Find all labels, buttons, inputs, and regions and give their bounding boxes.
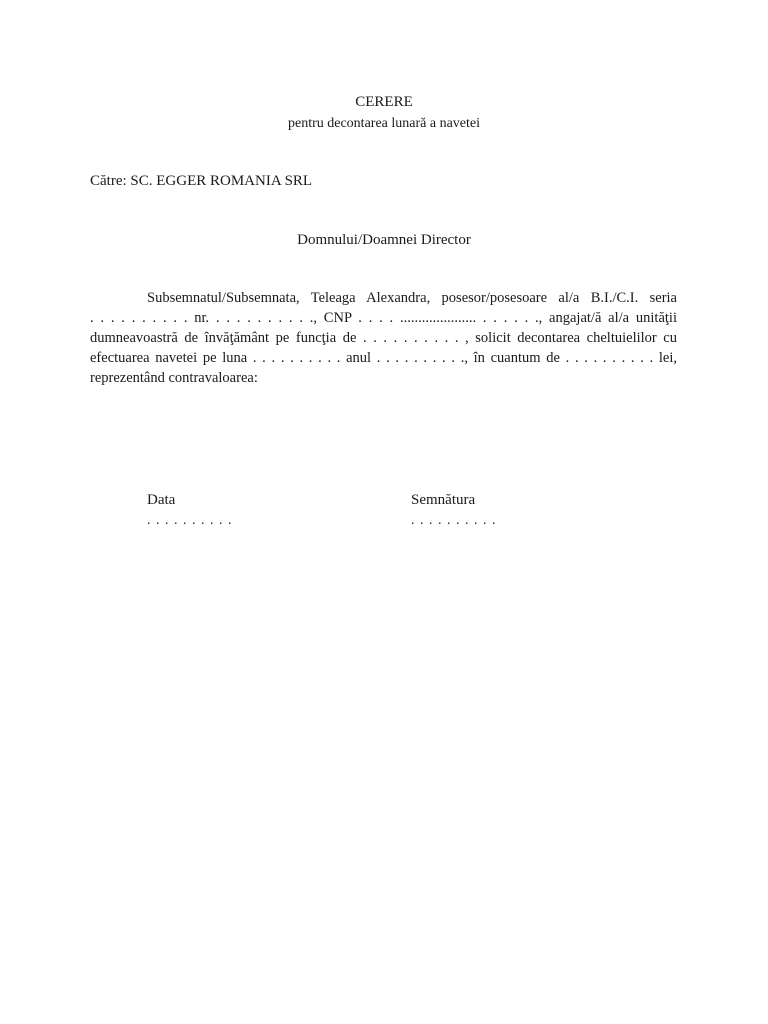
body-line: Subsemnatul/Subsemnata, Teleaga Alexandra, posesor/posesoare al/a B.I./C.I. seria — [147, 290, 677, 306]
signature-field: . . . . . . . . . . — [411, 513, 497, 528]
date-label: Data — [147, 492, 176, 508]
body-line: . . . . . . . . . . nr. . . . . . . . . . ., CNP . . . . ..................... . . . . . ., angajat/ă al/a unităţii — [90, 310, 677, 326]
document-subtitle: pentru decontarea lunară a navetei — [287, 116, 480, 131]
body-line: dumneavoastră de învăţământ pe funcţia de . . . . . . . . . . , solicit decontarea cheltuielilor cu — [90, 330, 677, 346]
signature-label: Semnătura — [411, 492, 476, 508]
body-line: efectuarea navetei pe luna . . . . . . . . . . anul . . . . . . . . . ., în cuantum de . . . . . . . . . . lei, — [90, 350, 677, 366]
document-title: CERERE — [355, 94, 413, 110]
body-line: reprezentând contravaloarea: — [90, 370, 258, 386]
recipient-line: Către: SC. EGGER ROMANIA SRL — [90, 173, 313, 189]
request-body — [90, 288, 677, 388]
date-field: . . . . . . . . . . — [147, 513, 233, 528]
addressee-line: Domnului/Doamnei Director — [297, 232, 471, 248]
